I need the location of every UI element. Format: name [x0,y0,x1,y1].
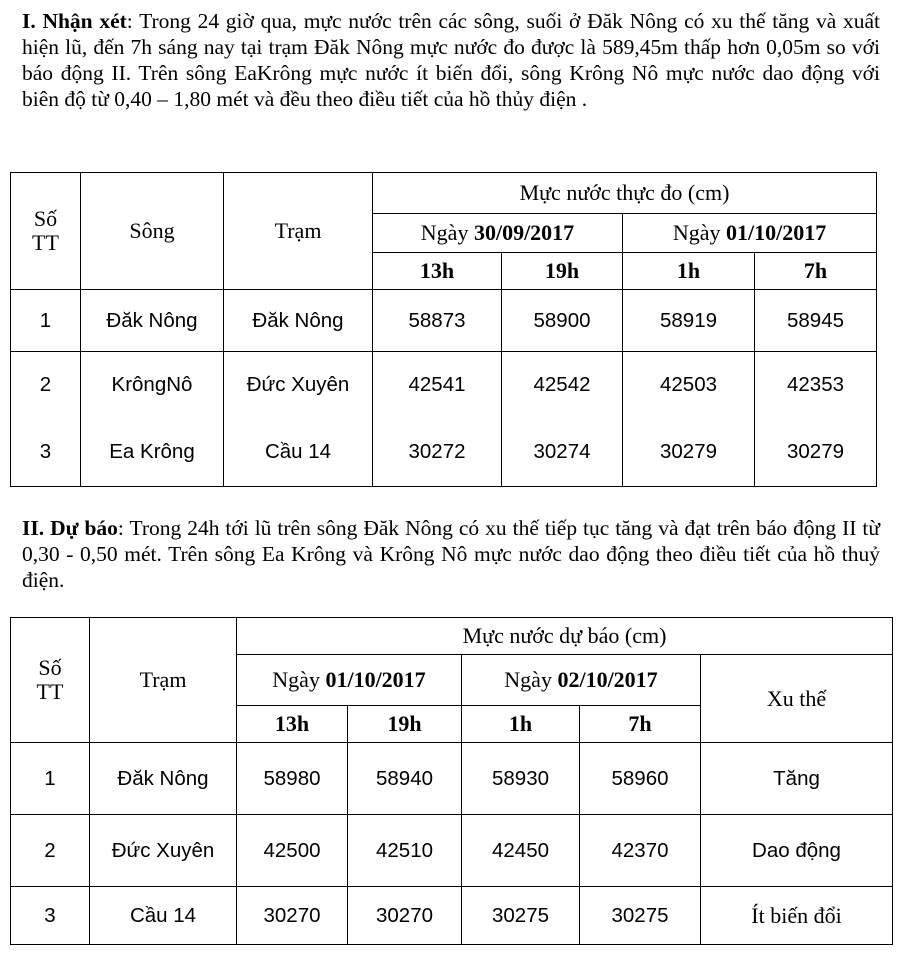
forecast-paragraph [22,515,880,593]
table-row [11,887,893,945]
header-forecast-level: Mực nước dự báo (cm) [237,618,893,655]
cell-station: Đăk Nông [224,290,373,352]
cell-value: 58960 [580,743,701,815]
cell-station: Cầu 14 [224,419,373,487]
cell-stt: 1 [11,290,81,352]
header-station: Trạm [90,618,237,743]
cell-value: 58930 [462,743,580,815]
cell-river: Đăk Nông [81,290,224,352]
cell-station: Đức Xuyên [90,815,237,887]
cell-trend: Tăng [701,743,893,815]
cell-value: 42500 [237,815,348,887]
cell-stt: 3 [11,419,81,487]
cell-value: 42503 [623,352,755,419]
cell-value: 30275 [462,887,580,945]
header-date-2: Ngày 01/10/2017 [623,214,877,253]
observation-heading: I. Nhận xét [22,9,127,33]
cell-value: 30270 [237,887,348,945]
cell-river: Ea Krông [81,419,224,487]
cell-stt: 2 [11,815,90,887]
cell-value: 58940 [348,743,462,815]
forecast-water-level-table [10,617,893,945]
cell-value: 58919 [623,290,755,352]
table-row [11,419,877,487]
cell-stt: 1 [11,743,90,815]
cell-station: Cầu 14 [90,887,237,945]
header-hour: 1h [462,706,580,743]
cell-value: 30270 [348,887,462,945]
cell-stt: 3 [11,887,90,945]
header-stt: Số TT [11,173,81,290]
measured-water-level-table [10,172,877,487]
header-hour: 19h [348,706,462,743]
forecast-text: : Trong 24h tới lũ trên sông Đăk Nông có xu thế tiếp tục tăng và đạt trên báo động II từ 0,30 - 0,50 mét. Trên sông Ea Krông và Krông Nô mực nước dao động theo điều tiết của hồ thuỷ điện. [22,516,880,592]
cell-station: Đức Xuyên [224,352,373,419]
cell-value: 58980 [237,743,348,815]
header-hour: 19h [502,253,623,290]
header-river: Sông [81,173,224,290]
header-date-2: Ngày 02/10/2017 [462,655,701,706]
cell-river: KrôngNô [81,352,224,419]
table-row [11,743,893,815]
cell-trend: Dao động [701,815,893,887]
header-hour: 7h [755,253,877,290]
header-measured-level: Mực nước thực đo (cm) [373,173,877,214]
cell-value: 42510 [348,815,462,887]
cell-value: 42541 [373,352,502,419]
cell-value: 30274 [502,419,623,487]
cell-value: 42450 [462,815,580,887]
table-row [11,352,877,419]
cell-value: 42542 [502,352,623,419]
cell-value: 30272 [373,419,502,487]
cell-value: 42370 [580,815,701,887]
table-row [11,815,893,887]
cell-value: 30279 [755,419,877,487]
cell-trend: Ít biến đổi [701,887,893,945]
cell-value: 30279 [623,419,755,487]
header-hour: 13h [237,706,348,743]
header-hour: 13h [373,253,502,290]
table-row [11,290,877,352]
header-hour: 7h [580,706,701,743]
cell-station: Đăk Nông [90,743,237,815]
header-date-1: Ngày 30/09/2017 [373,214,623,253]
cell-value: 42353 [755,352,877,419]
observation-text: : Trong 24 giờ qua, mực nước trên các sông, suối ở Đăk Nông có xu thế tăng và xuất hiện lũ, đến 7h sáng nay tại trạm Đăk Nông mực nước đo được là 589,45m thấp hơn 0,05m so với báo động II. Trên sông EaKrông mực nước ít biến đổi, sông Krông Nô mực nước dao động với biên độ từ 0,40 – 1,80 mét và đều theo điều tiết của hồ thủy điện . [22,9,880,111]
cell-value: 58945 [755,290,877,352]
forecast-heading: II. Dự báo [22,516,118,540]
header-station: Trạm [224,173,373,290]
header-trend: Xu thế [701,655,893,743]
cell-value: 58900 [502,290,623,352]
cell-value: 58873 [373,290,502,352]
observation-paragraph [22,8,880,112]
cell-stt: 2 [11,352,81,419]
header-date-1: Ngày 01/10/2017 [237,655,462,706]
cell-value: 30275 [580,887,701,945]
header-hour: 1h [623,253,755,290]
header-stt: Số TT [11,618,90,743]
